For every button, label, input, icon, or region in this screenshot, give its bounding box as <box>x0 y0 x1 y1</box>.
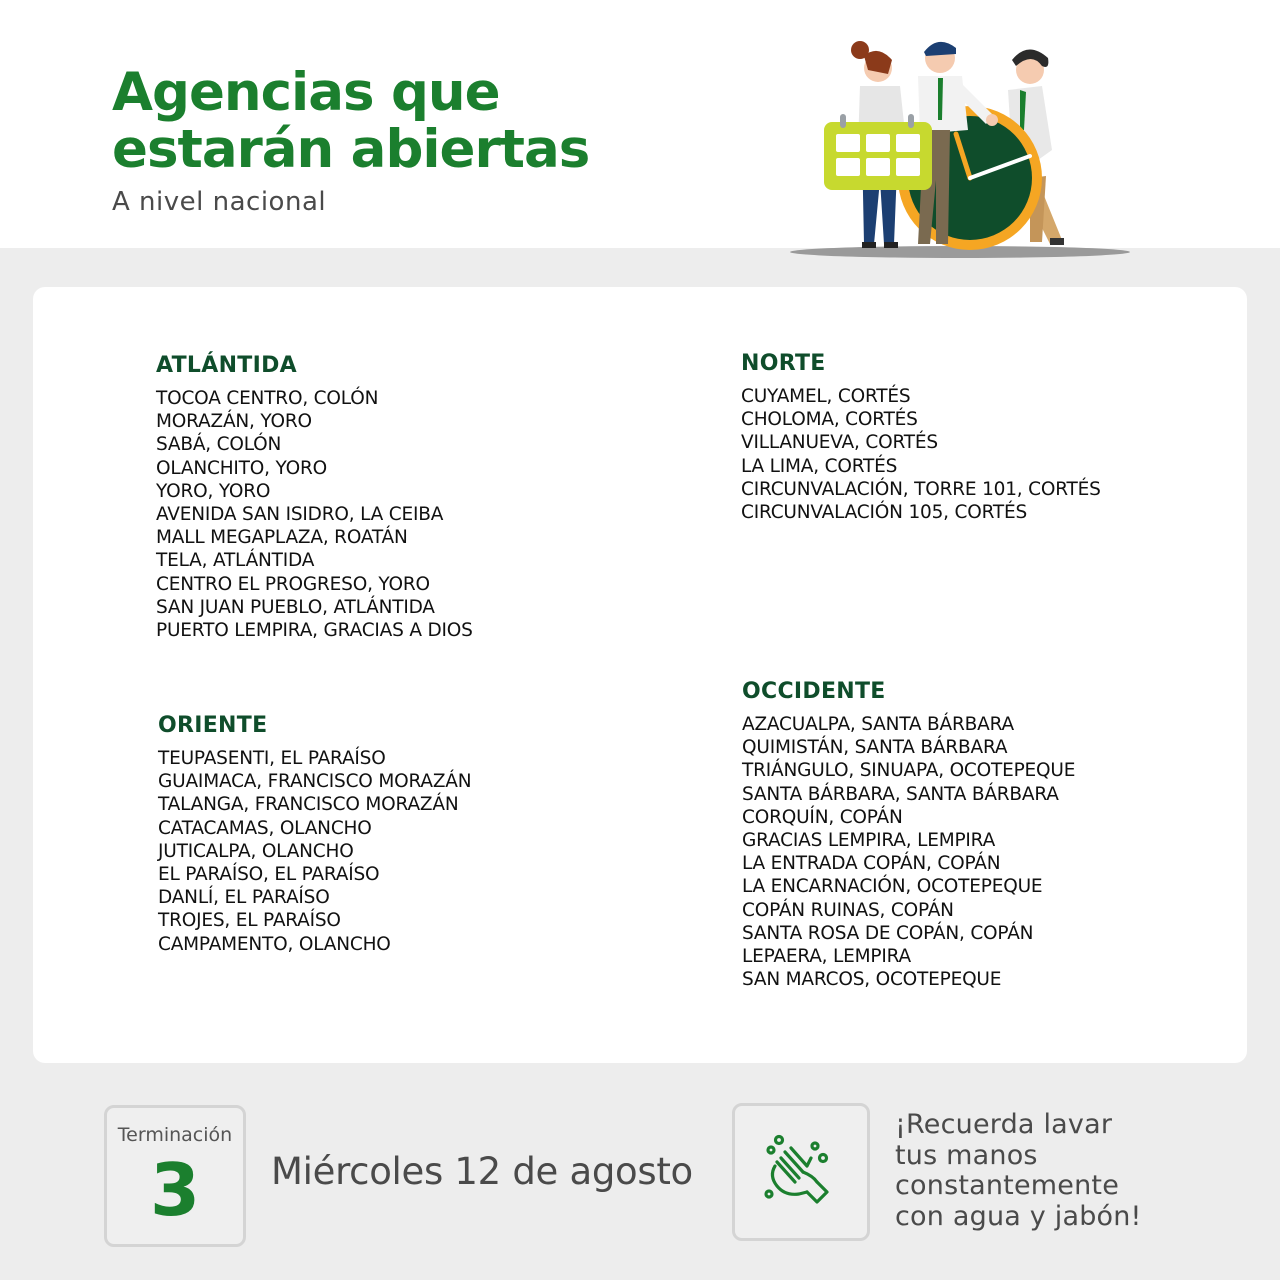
agency-item: CHOLOMA, CORTÉS <box>741 409 918 431</box>
agency-item: OLANCHITO, YORO <box>156 457 327 479</box>
region-oriente <box>158 713 471 956</box>
region-heading-occidente: OCCIDENTE <box>742 679 886 704</box>
agency-item: SANTA BÁRBARA, SANTA BÁRBARA <box>742 783 1059 805</box>
region-heading-atlantida: ATLÁNTIDA <box>156 353 297 378</box>
agency-item: PUERTO LEMPIRA, GRACIAS A DIOS <box>156 620 473 642</box>
agency-item: COPÁN RUINAS, COPÁN <box>742 899 954 921</box>
region-heading-oriente: ORIENTE <box>158 713 268 738</box>
handwashing-box <box>732 1103 870 1241</box>
agency-item: TELA, ATLÁNTIDA <box>156 550 315 572</box>
agency-list-atlantida <box>156 387 473 642</box>
agency-item: JUTICALPA, OLANCHO <box>158 840 354 862</box>
agency-item: SAN MARCOS, OCOTEPEQUE <box>742 969 1002 991</box>
agency-item: SABÁ, COLÓN <box>156 434 282 456</box>
reminder-line: constantemente <box>895 1170 1120 1201</box>
terminacion-label: Terminación <box>117 1124 233 1146</box>
agency-list-occidente <box>742 713 1075 991</box>
agency-item: QUIMISTÁN, SANTA BÁRBARA <box>742 737 1008 759</box>
agency-item: TRIÁNGULO, SINUAPA, OCOTEPEQUE <box>742 760 1076 782</box>
agency-list-norte <box>741 385 1101 524</box>
reminder-line: tus manos <box>895 1139 1038 1171</box>
agency-item: CATACAMAS, OLANCHO <box>158 817 372 839</box>
agency-item: LA ENCARNACIÓN, OCOTEPEQUE <box>742 876 1043 898</box>
agency-item: SANTA ROSA DE COPÁN, COPÁN <box>742 922 1034 944</box>
agency-item: MALL MEGAPLAZA, ROATÁN <box>156 527 408 549</box>
agency-item: AZACUALPA, SANTA BÁRBARA <box>742 714 1014 735</box>
agency-item: LA LIMA, CORTÉS <box>741 455 898 477</box>
schedule-date: Miércoles 12 de agosto <box>271 1150 693 1193</box>
page-subtitle: A nivel nacional <box>112 187 327 217</box>
agency-item: AVENIDA SAN ISIDRO, LA CEIBA <box>156 504 444 526</box>
handwashing-icon <box>763 1132 841 1210</box>
handwashing-reminder <box>895 1110 1195 1232</box>
agency-item: CENTRO EL PROGRESO, YORO <box>156 573 430 595</box>
agency-item: CIRCUNVALACIÓN 105, CORTÉS <box>741 502 1028 524</box>
agency-item: CAMPAMENTO, OLANCHO <box>158 933 391 955</box>
agency-item: DANLÍ, EL PARAÍSO <box>158 887 330 909</box>
agency-item: CUYAMEL, CORTÉS <box>741 386 911 407</box>
agency-item: CIRCUNVALACIÓN, TORRE 101, CORTÉS <box>741 478 1101 500</box>
agency-item: CORQUÍN, COPÁN <box>742 806 903 828</box>
agency-item: MORAZÁN, YORO <box>156 411 312 433</box>
agency-item: TOCOA CENTRO, COLÓN <box>156 388 379 409</box>
agency-item: LEPAERA, LEMPIRA <box>742 946 911 968</box>
agency-item: TALANGA, FRANCISCO MORAZÁN <box>158 794 459 816</box>
agency-item: GRACIAS LEMPIRA, LEMPIRA <box>742 830 996 852</box>
terminacion-number: 3 <box>149 1148 201 1232</box>
agency-item: YORO, YORO <box>156 480 271 502</box>
region-heading-norte: NORTE <box>741 351 826 376</box>
page-title <box>112 64 732 178</box>
agency-item: TEUPASENTI, EL PARAÍSO <box>158 748 386 769</box>
terminacion-box <box>104 1105 246 1247</box>
region-norte <box>741 351 1101 524</box>
reminder-line: con agua y jabón! <box>895 1200 1142 1232</box>
agency-item: EL PARAÍSO, EL PARAÍSO <box>158 864 380 886</box>
staff-with-clock-illustration <box>780 30 1140 270</box>
agency-list-oriente <box>158 747 471 956</box>
reminder-line: ¡Recuerda lavar <box>895 1109 1113 1140</box>
agency-item: GUAIMACA, FRANCISCO MORAZÁN <box>158 771 472 793</box>
agency-item: VILLANUEVA, CORTÉS <box>741 432 938 454</box>
agency-item: TROJES, EL PARAÍSO <box>158 910 341 932</box>
title-line-1: Agencias que <box>112 62 500 123</box>
title-line-2: estarán abiertas <box>112 119 590 180</box>
region-occidente <box>742 679 1075 991</box>
agency-item: SAN JUAN PUEBLO, ATLÁNTIDA <box>156 596 435 618</box>
agency-item: LA ENTRADA COPÁN, COPÁN <box>742 853 1001 875</box>
region-atlantida <box>156 353 473 642</box>
